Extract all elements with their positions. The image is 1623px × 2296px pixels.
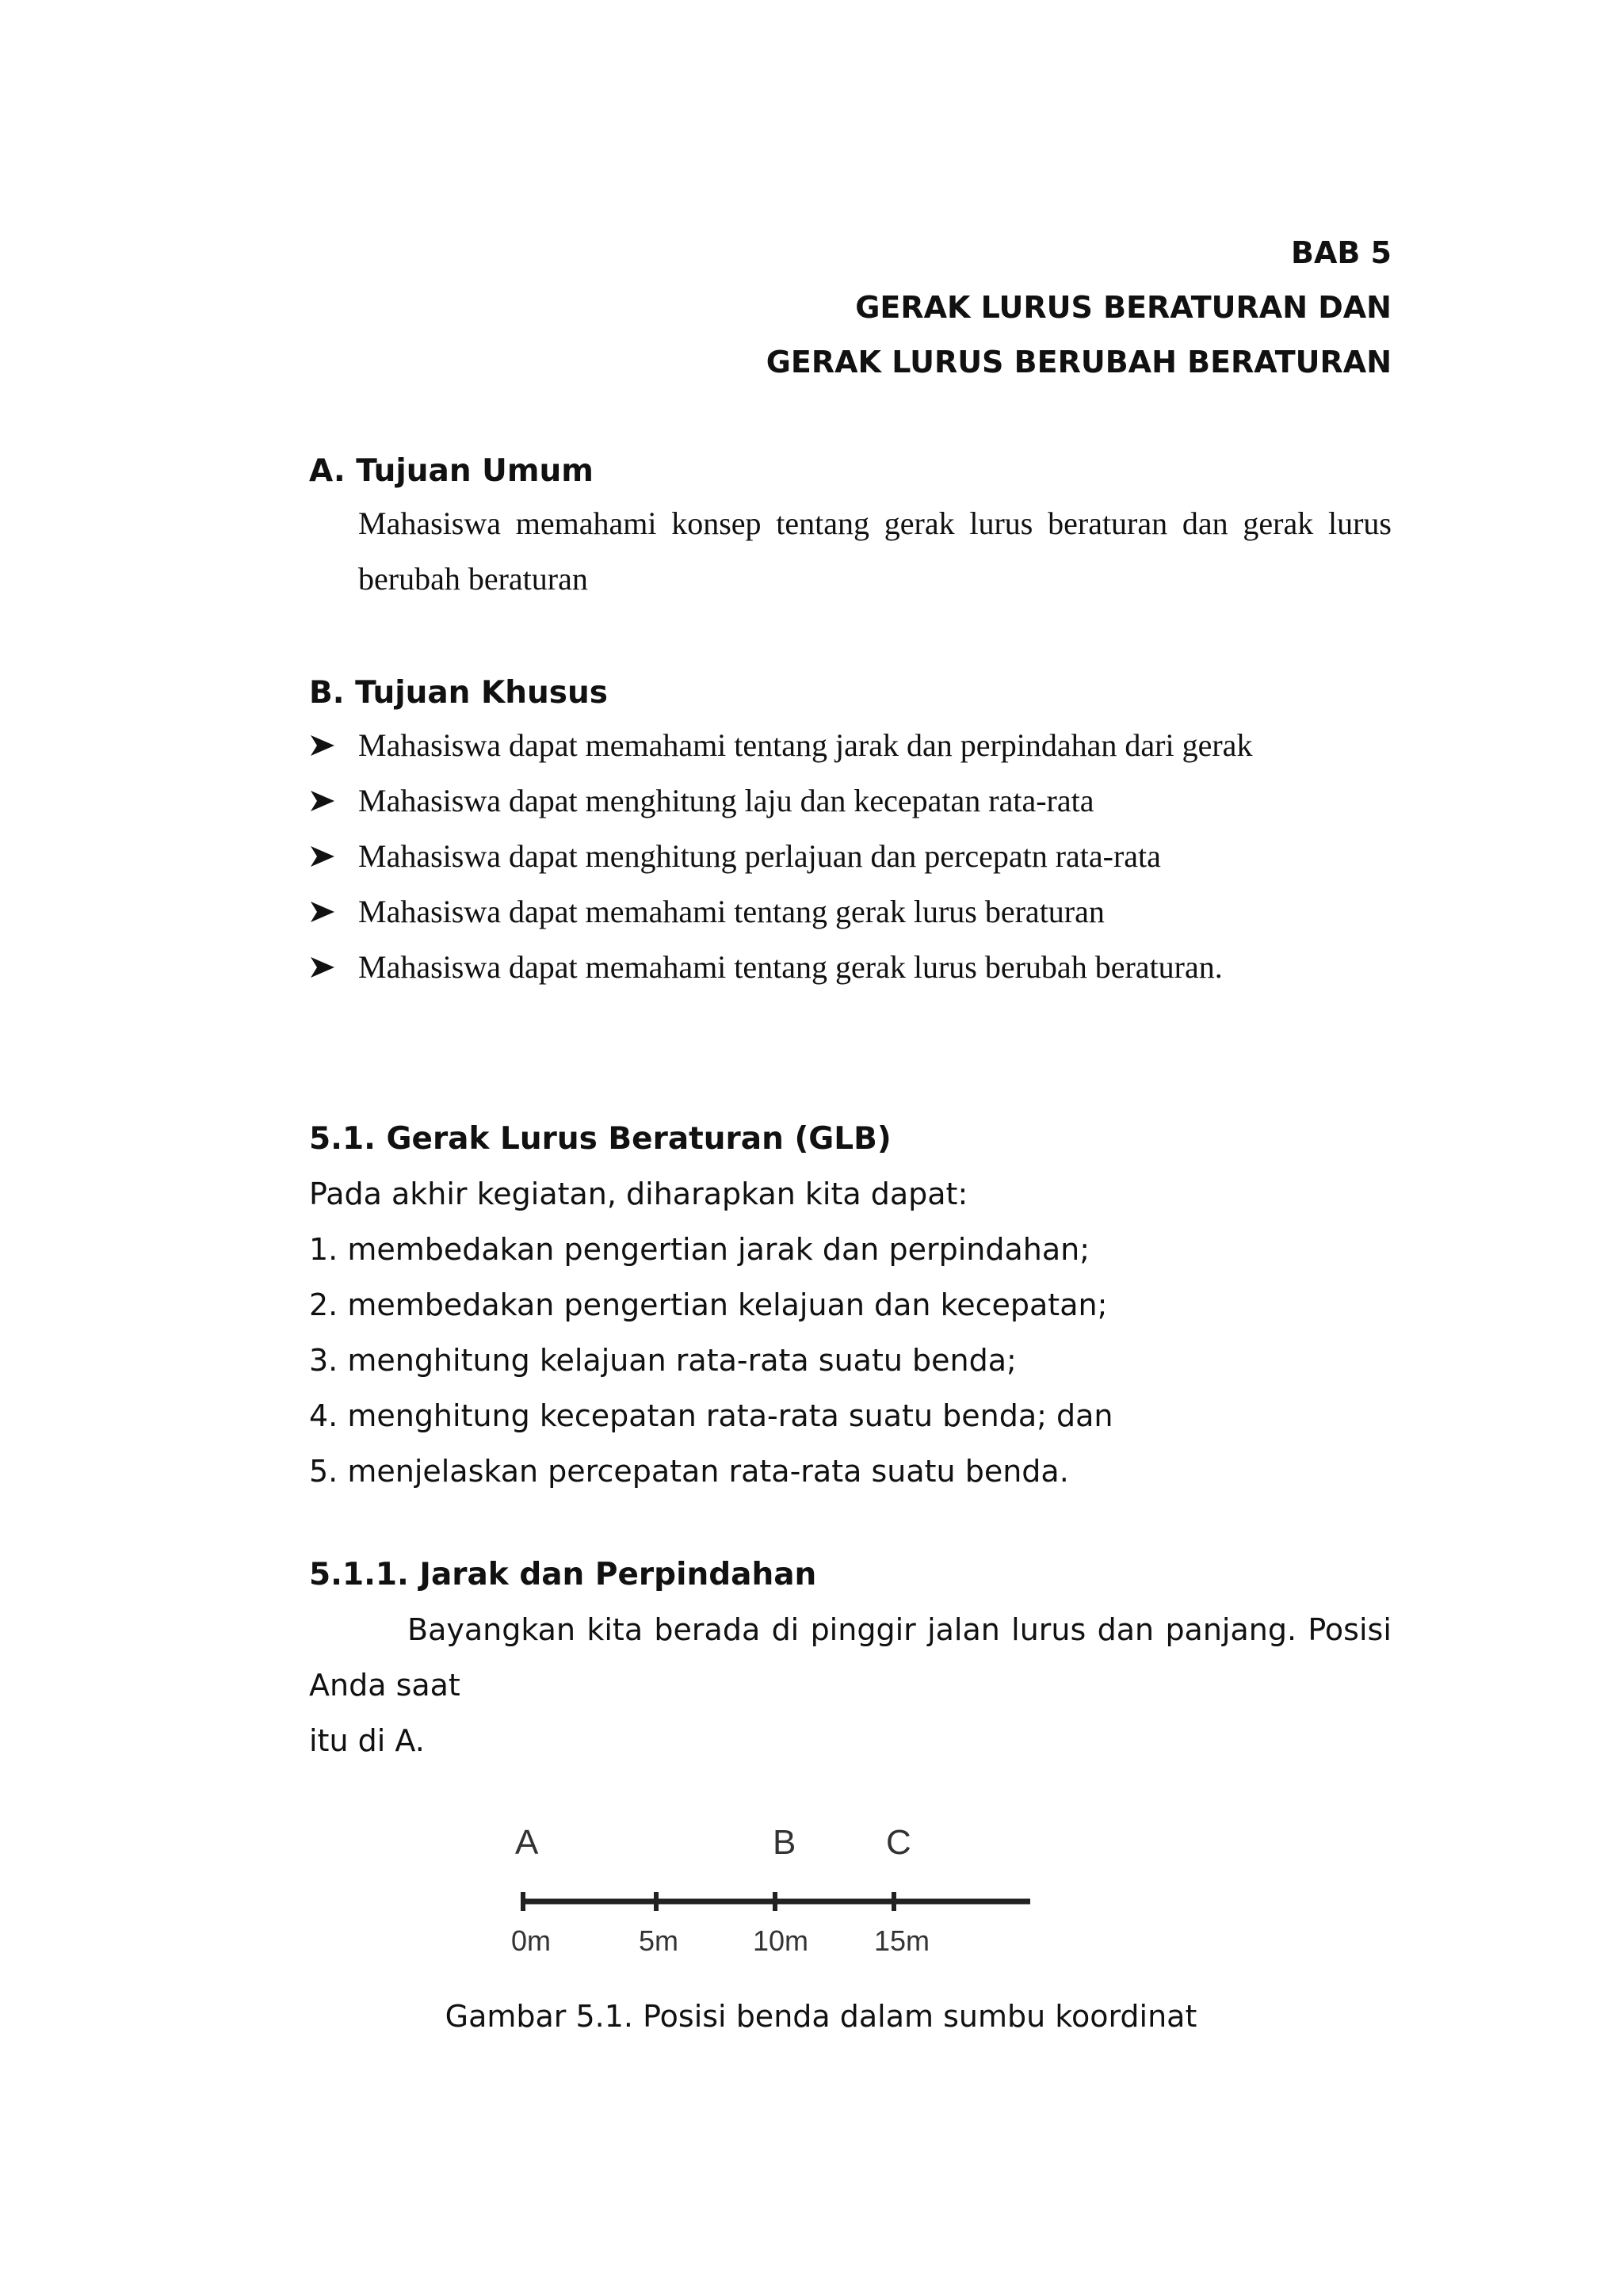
list-item	[309, 829, 1419, 884]
list-item-text: Mahasiswa dapat memahami tentang gerak lurus beraturan	[358, 894, 1105, 929]
tick-label: 15m	[874, 1924, 930, 1957]
word: jalan	[927, 1612, 1000, 1647]
word: panjang.	[1165, 1612, 1297, 1647]
list-item	[309, 940, 1419, 995]
tujuan-umum-line2: berubah beraturan	[358, 561, 588, 597]
list-item: 1. membedakan pengertian jarak dan perpindahan;	[309, 1232, 1090, 1267]
chapter-label: BAB 5	[1290, 235, 1392, 270]
list-item: 2. membedakan pengertian kelajuan dan kecepatan;	[309, 1287, 1108, 1322]
word: berada	[654, 1612, 761, 1647]
tujuan-umum-heading: A. Tujuan Umum	[309, 453, 594, 489]
list-item-text: Mahasiswa dapat memahami tentang gerak lurus berubah beraturan.	[358, 949, 1223, 985]
chapter-title-line1: GERAK LURUS BERATURAN DAN	[855, 290, 1392, 325]
list-item	[309, 718, 1419, 773]
arrow-bullet-icon	[309, 789, 358, 813]
point-label-a: A	[515, 1823, 539, 1862]
arrow-bullet-icon	[309, 845, 358, 868]
word: dan	[1097, 1612, 1155, 1647]
tujuan-khusus-heading: B. Tujuan Khusus	[309, 675, 608, 711]
paragraph-line3: itu di A.	[309, 1723, 425, 1758]
tujuan-umum-line1: Mahasiswa memahami konsep tentang gerak lurus beraturan dan gerak lurus	[358, 505, 1392, 541]
arrow-bullet-icon	[309, 955, 358, 979]
tujuan-umum-text	[358, 496, 1392, 607]
position-axis-diagram	[475, 1814, 1046, 1981]
section-511-heading: 5.1.1. Jarak dan Perpindahan	[309, 1557, 817, 1592]
arrow-bullet-icon	[309, 734, 358, 757]
point-label-c: C	[886, 1823, 911, 1862]
list-item-text: Mahasiswa dapat menghitung perlajuan dan percepatn rata-rata	[358, 838, 1161, 874]
list-item: 3. menghitung kelajuan rata-rata suatu benda;	[309, 1343, 1017, 1378]
tujuan-khusus-list	[309, 718, 1419, 995]
section-51-list	[309, 1222, 1113, 1499]
list-item: 4. menghitung kecepatan rata-rata suatu benda; dan	[309, 1398, 1113, 1433]
figure-caption: Gambar 5.1. Posisi benda dalam sumbu koordinat	[445, 1999, 1197, 2034]
word: kita	[586, 1612, 643, 1647]
word: pinggir	[810, 1612, 916, 1647]
tick-label: 5m	[639, 1924, 679, 1957]
word: Posisi	[1308, 1612, 1392, 1647]
word: di	[771, 1612, 800, 1647]
section-51-heading: 5.1. Gerak Lurus Beraturan (GLB)	[309, 1121, 892, 1157]
point-label-b: B	[773, 1823, 796, 1862]
chapter-title-line2: GERAK LURUS BERUBAH BERATURAN	[766, 345, 1392, 379]
word: Bayangkan	[407, 1612, 576, 1647]
list-item-text: Mahasiswa dapat memahami tentang jarak dan perpindahan dari gerak	[358, 727, 1253, 763]
list-item	[309, 773, 1419, 829]
arrow-bullet-icon	[309, 900, 358, 924]
list-item: 5. menjelaskan percepatan rata-rata suatu benda.	[309, 1454, 1069, 1489]
tick-label: 10m	[753, 1924, 809, 1957]
word: lurus	[1011, 1612, 1086, 1647]
tick-label: 0m	[511, 1924, 552, 1957]
section-511-paragraph	[309, 1602, 1392, 1768]
list-item	[309, 884, 1419, 940]
paragraph-line2: Anda saat	[309, 1668, 460, 1703]
section-51-intro: Pada akhir kegiatan, diharapkan kita dapat:	[309, 1177, 968, 1211]
list-item-text: Mahasiswa dapat menghitung laju dan kecepatan rata-rata	[358, 783, 1094, 818]
paragraph-line1	[309, 1602, 1392, 1657]
